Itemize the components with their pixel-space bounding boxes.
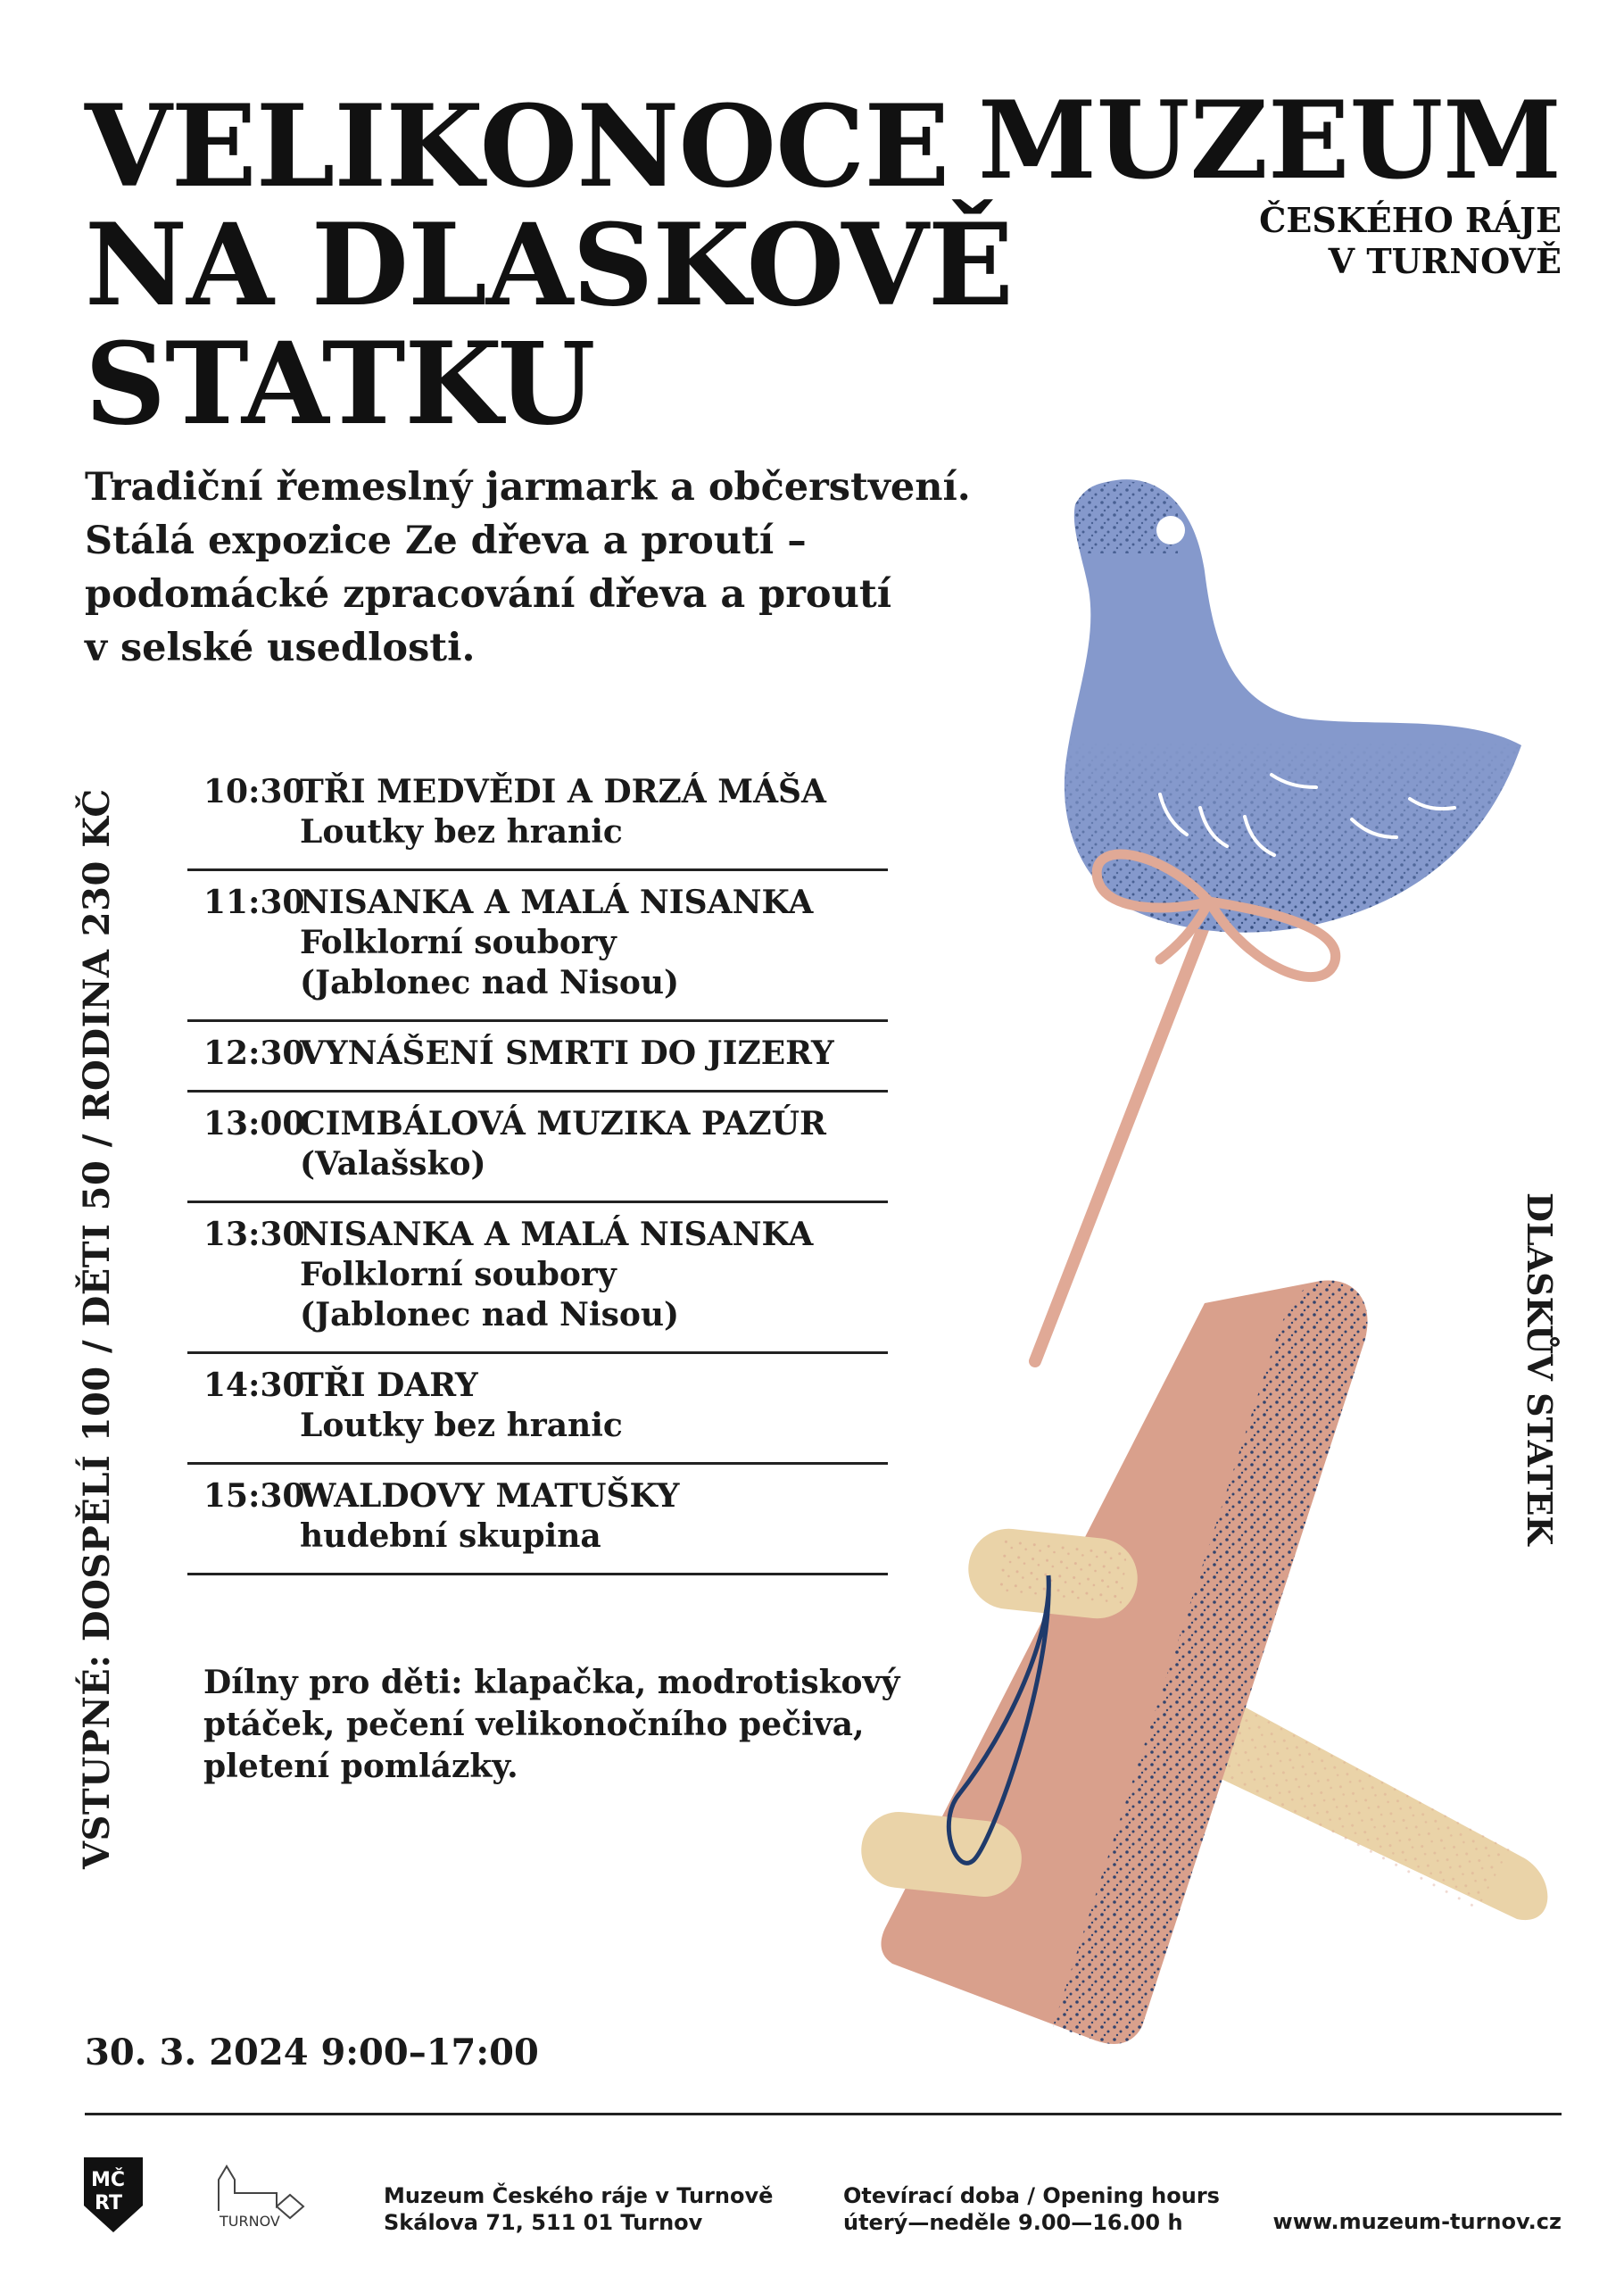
workshops-line-3: pletení pomlázky.	[203, 1748, 518, 1785]
intro-line-2: Stálá expozice Ze dřeva a proutí –	[85, 519, 807, 563]
schedule-time: 15:30	[203, 1477, 305, 1515]
schedule-name: TŘI MEDVĚDI A DRZÁ MÁŠA	[300, 773, 826, 810]
intro-text	[85, 461, 1004, 675]
workshops-line-1: Dílny pro děti: klapačka, modrotiskový	[203, 1664, 900, 1701]
mcrt-logo-letters: MČ	[91, 2169, 126, 2191]
event-title	[85, 80, 1013, 450]
workshops-line-2: ptáček, pečení velikonočního pečiva,	[203, 1706, 865, 1743]
schedule-time: 13:30	[203, 1216, 305, 1253]
schedule-sub: (Valašsko)	[300, 1145, 486, 1183]
event-date: 30. 3. 2024 9:00–17:00	[85, 2032, 539, 2073]
schedule-name: WALDOVY MATUŠKY	[300, 1477, 680, 1515]
schedule-sub: hudební skupina	[300, 1517, 601, 1555]
bird-lollipop-illustration	[1026, 479, 1562, 1361]
program-schedule	[187, 760, 888, 1575]
schedule-time: 12:30	[203, 1034, 305, 1072]
turnov-label: TURNOV	[220, 2213, 280, 2230]
schedule-name: VYNÁŠENÍ SMRTI DO JIZERY	[300, 1034, 834, 1072]
schedule-time: 13:00	[203, 1105, 305, 1142]
schedule-time: 14:30	[203, 1367, 305, 1404]
schedule-sub: (Jablonec nad Nisou)	[300, 964, 680, 1001]
schedule-sub: (Jablonec nad Nisou)	[300, 1296, 680, 1334]
museum-logo-text	[977, 78, 1562, 282]
footer	[0, 2147, 1624, 2254]
footer-opening-hours	[843, 2182, 1220, 2236]
hours-line-2: úterý—neděle 9.00—16.00 h	[843, 2210, 1183, 2235]
title-line-3: STATKU	[85, 318, 595, 450]
schedule-name: CIMBÁLOVÁ MUZIKA PAZÚR	[300, 1105, 826, 1142]
intro-line-4: v selské usedlosti.	[85, 626, 476, 670]
museum-line-2: ČESKÉHO RÁJE	[1259, 200, 1562, 240]
footer-address	[384, 2182, 773, 2236]
intro-line-3: podomácké zpracování dřeva a proutí	[85, 572, 892, 617]
schedule-sub: Loutky bez hranic	[300, 813, 623, 851]
workshops-text	[203, 1662, 899, 1788]
website-link[interactable]: www.muzeum-turnov.cz	[1272, 2209, 1562, 2234]
svg-text:RT: RT	[95, 2192, 122, 2214]
museum-name: MUZEUM	[977, 78, 1562, 204]
schedule-row	[187, 1022, 888, 1093]
schedule-name: NISANKA A MALÁ NISANKA	[300, 1216, 814, 1253]
mcrt-shield-icon	[82, 2154, 145, 2234]
schedule-row	[187, 1354, 888, 1465]
wooden-rattle-illustration	[858, 1280, 1547, 2044]
venue-label: DLASKŮV STATEK	[1520, 1192, 1560, 1546]
schedule-row	[187, 871, 888, 1022]
title-line-1: VELIKONOCE	[85, 80, 949, 212]
title-line-2: NA DLASKOVĚ	[85, 199, 1013, 331]
schedule-sub: Loutky bez hranic	[300, 1407, 623, 1444]
schedule-name: NISANKA A MALÁ NISANKA	[300, 884, 814, 921]
address-line-1: Muzeum Českého ráje v Turnově	[384, 2183, 774, 2208]
schedule-time: 11:30	[203, 884, 305, 921]
schedule-row	[187, 760, 888, 871]
schedule-row	[187, 1203, 888, 1354]
hours-line-1: Otevírací doba / Opening hours	[843, 2183, 1220, 2208]
address-line-2: Skálova 71, 511 01 Turnov	[384, 2210, 703, 2235]
footer-divider	[85, 2113, 1562, 2115]
intro-line-1: Tradiční řemeslný jarmark a občerstvení.	[85, 465, 971, 510]
museum-line-3: V TURNOVĚ	[1328, 241, 1562, 281]
admission-prices: VSTUPNÉ: DOSPĚLÍ 100 / DĚTI 50 / RODINA 230 KČ	[76, 788, 118, 1869]
schedule-time: 10:30	[203, 773, 305, 810]
schedule-row	[187, 1465, 888, 1575]
schedule-row	[187, 1093, 888, 1203]
schedule-name: TŘI DARY	[300, 1367, 478, 1404]
schedule-sub: Folklorní soubory	[300, 924, 617, 961]
schedule-sub: Folklorní soubory	[300, 1256, 617, 1293]
